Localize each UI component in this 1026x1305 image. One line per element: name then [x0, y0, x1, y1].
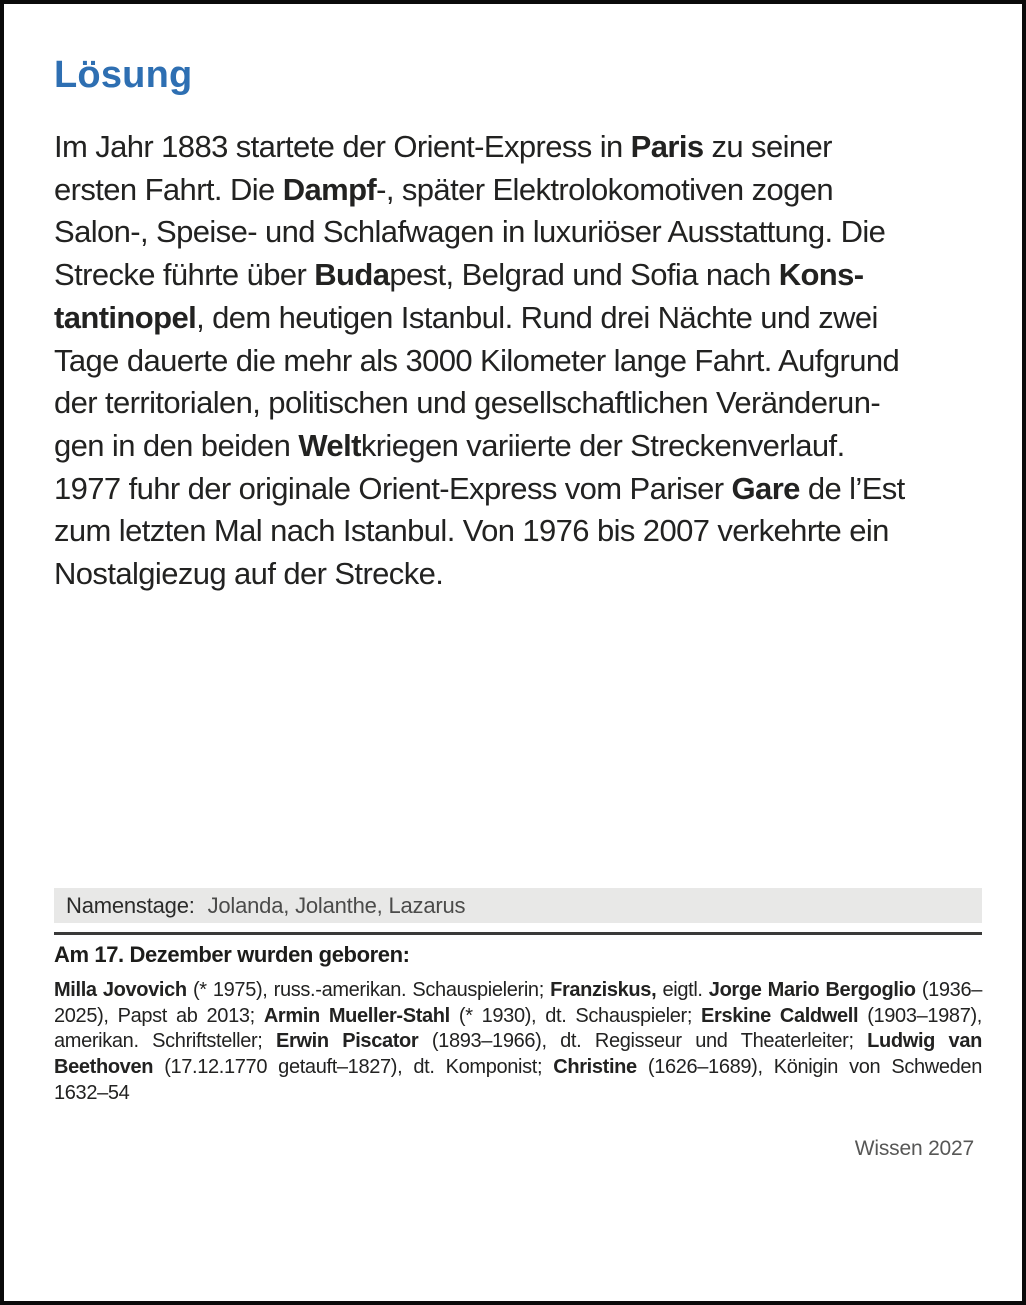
- text-run: (1903–1987), amerikan. Schriftsteller;: [54, 1004, 982, 1053]
- bold-text-run: Erskine Caldwell: [701, 1004, 859, 1027]
- text-run: Strecke führte über: [54, 257, 315, 293]
- bold-text-run: Armin Mueller-Stahl: [263, 1004, 450, 1027]
- namenstage-bar: [54, 888, 982, 923]
- bold-text-run: Ludwig van Beethoven: [54, 1030, 982, 1079]
- text-run: pest, Belgrad und Sofia nach: [389, 257, 779, 293]
- bold-text-run: Buda: [314, 257, 390, 293]
- text-line: [54, 126, 986, 169]
- page-title: Lösung: [54, 54, 193, 96]
- text-run: kriegen variierte der Streckenverlauf.: [360, 427, 845, 463]
- text-line: [54, 297, 986, 340]
- namenstage-names: Jolanda, Jolanthe, Lazarus: [207, 893, 466, 918]
- solution-paragraph: [54, 126, 986, 596]
- text-run: , dem heutigen Istanbul. Rund drei Nächte und zwei: [196, 299, 878, 335]
- text-line: [54, 169, 986, 212]
- text-run: gen in den beiden: [54, 427, 299, 463]
- bold-text-run: tantinopel: [54, 299, 197, 335]
- section-divider: [54, 932, 982, 935]
- bold-text-run: Franziskus,: [550, 979, 657, 1001]
- bold-text-run: Jorge Mario Bergoglio: [708, 979, 916, 1001]
- text-line: [54, 382, 986, 425]
- text-line: [54, 254, 986, 297]
- bold-text-run: Kons-: [778, 257, 864, 293]
- text-run: zu seiner: [703, 129, 832, 164]
- text-run: (1893–1966), dt. Regisseur und Theaterleiter;: [418, 1030, 868, 1053]
- text-run: Tage dauerte die mehr als 3000 Kilometer lange Fahrt. Aufgrund: [54, 342, 900, 378]
- text-run: zum letzten Mal nach Istanbul. Von 1976 bis 2007 verkehrte ein: [54, 513, 889, 549]
- births-heading: Am 17. Dezember wurden geboren:: [54, 942, 410, 967]
- text-line: [54, 510, 986, 553]
- text-run: 1977 fuhr der originale Orient-Express vom Pariser: [54, 470, 732, 506]
- text-run: (* 1930), dt. Schauspieler;: [449, 1004, 702, 1027]
- bold-text-run: Welt: [298, 427, 361, 463]
- text-run: Im Jahr 1883 startete der Orient-Express in: [54, 129, 631, 164]
- text-run: -, später Elektrolokomotiven zogen: [376, 171, 834, 207]
- text-run: Nostalgiezug auf der Strecke.: [54, 556, 444, 592]
- text-line: [54, 211, 986, 254]
- text-run: ersten Fahrt. Die: [54, 171, 283, 207]
- text-run: (* 1975), russ.-amerikan. Schauspielerin;: [186, 979, 551, 1001]
- bold-text-run: Erwin Piscator: [276, 1030, 419, 1053]
- text-run: (1936–2025), Papst ab 2013;: [54, 979, 982, 1027]
- bold-text-run: Gare: [731, 470, 800, 506]
- text-run: der territorialen, politischen und gesellschaftlichen Veränderun-: [54, 385, 881, 421]
- edition-label: Wissen 2027: [854, 1137, 974, 1160]
- text-line: [54, 468, 986, 511]
- text-run: eigtl.: [656, 979, 709, 1001]
- text-run: (17.12.1770 getauft–1827), dt. Komponist;: [153, 1056, 554, 1079]
- text-run: Salon-, Speise- und Schlafwagen in luxuriöser Ausstattung. Die: [54, 214, 886, 250]
- births-paragraph: [54, 978, 982, 1107]
- text-run: de l’Est: [799, 470, 905, 506]
- bold-text-run: Christine: [553, 1056, 637, 1079]
- text-run: (1626–1689), Königin von Schweden 1632–54: [54, 1056, 982, 1104]
- bold-text-run: Milla Jovovich: [54, 979, 187, 1001]
- namenstage-label: Namenstage:: [66, 893, 195, 918]
- text-line: [54, 425, 986, 468]
- bold-text-run: Dampf: [282, 171, 377, 207]
- bold-text-run: Paris: [630, 129, 704, 164]
- text-line: [54, 340, 986, 383]
- text-line: [54, 553, 986, 596]
